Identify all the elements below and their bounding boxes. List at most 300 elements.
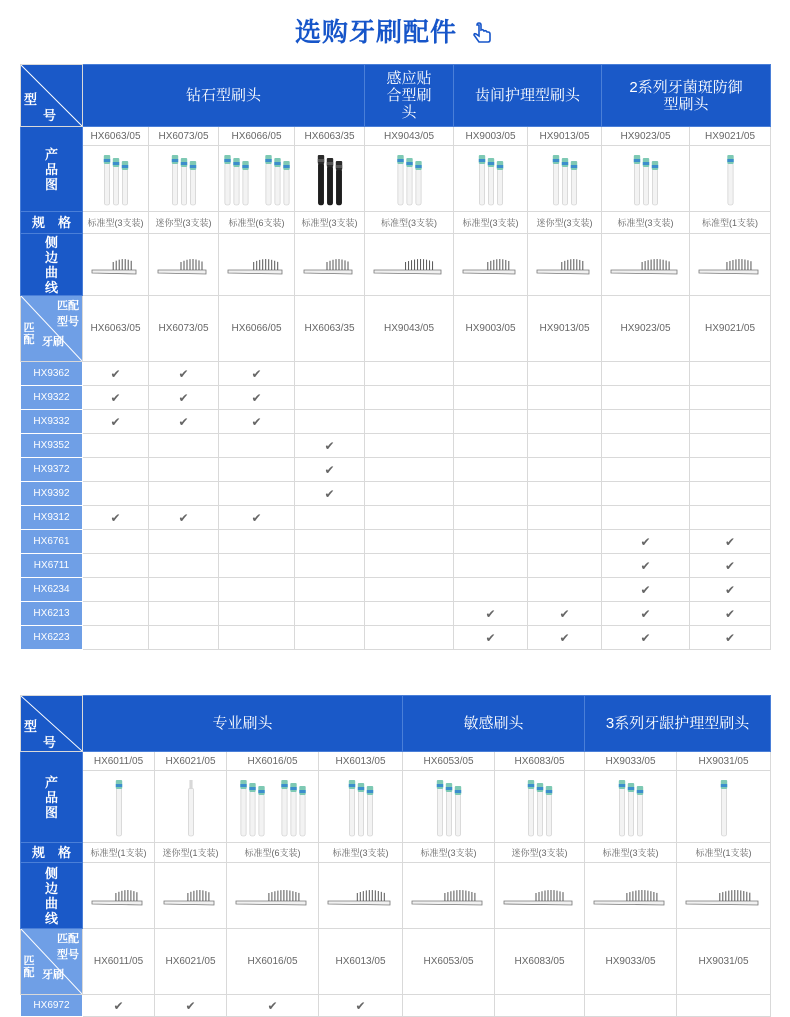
empty-cell [585, 995, 677, 1017]
brush-model: HX6711 [21, 554, 83, 578]
empty-cell [149, 530, 219, 554]
compat-row [21, 506, 771, 530]
spec-value: 标准型(1支装) [83, 843, 155, 863]
toothbrush-head-icon [499, 774, 581, 840]
match-model: HX9023/05 [602, 296, 690, 362]
spec-value: 标准型(3支装) [365, 212, 454, 234]
empty-cell [83, 530, 149, 554]
product-image-label-2: 产品图 [21, 752, 83, 843]
spec-value: 标准型(3支装) [403, 843, 495, 863]
empty-cell [295, 386, 365, 410]
match-row [21, 296, 771, 362]
empty-cell [365, 410, 454, 434]
match-row-2 [21, 929, 771, 995]
match-corner-2 [21, 929, 83, 995]
bristle-profile-icon [500, 881, 580, 911]
model-row-2 [21, 752, 771, 771]
brush-model: HX6213 [21, 602, 83, 626]
product-image [219, 146, 295, 212]
empty-cell [528, 458, 602, 482]
category-header: 专业刷头 [83, 696, 403, 752]
check-icon: ✔ [155, 995, 227, 1017]
compat-table-2 [20, 695, 771, 1017]
match-model: HX9013/05 [528, 296, 602, 362]
bristle-profile-icon [232, 881, 314, 911]
compat-row [21, 386, 771, 410]
empty-cell [83, 626, 149, 650]
side-curve-image [495, 863, 585, 929]
check-icon: ✔ [219, 362, 295, 386]
side-curve-image [319, 863, 403, 929]
empty-cell [365, 602, 454, 626]
empty-cell [83, 578, 149, 602]
empty-cell [528, 386, 602, 410]
check-icon: ✔ [83, 362, 149, 386]
empty-cell [454, 362, 528, 386]
model-number: HX6021/05 [155, 752, 227, 771]
model-number: HX6083/05 [495, 752, 585, 771]
product-image [83, 771, 155, 843]
spec-label: 规 格 [21, 212, 83, 234]
empty-cell [602, 506, 690, 530]
model-number: HX6011/05 [83, 752, 155, 771]
empty-cell [295, 626, 365, 650]
product-image [690, 146, 771, 212]
match-model-label: 型号 [57, 316, 79, 328]
brush-model: HX9322 [21, 386, 83, 410]
brush-model: HX9372 [21, 458, 83, 482]
corner-label-a: 型 [24, 719, 38, 734]
toothbrush-head-icon [694, 149, 767, 209]
model-number: HX9031/05 [677, 752, 771, 771]
bristle-profile-icon [88, 881, 150, 911]
match-model: HX6066/05 [219, 296, 295, 362]
compat-row [21, 434, 771, 458]
side-curve-label: 侧边曲线 [21, 234, 83, 296]
empty-cell [219, 554, 295, 578]
category-header: 2系列牙菌斑防御型刷头 [602, 65, 771, 127]
spec-value: 标准型(6支装) [219, 212, 295, 234]
corner-cell-2 [21, 696, 83, 752]
toothbrush-head-icon [153, 149, 215, 209]
empty-cell [83, 434, 149, 458]
empty-cell [365, 362, 454, 386]
match-model: HX9003/05 [454, 296, 528, 362]
empty-cell [295, 554, 365, 578]
compat-row [21, 410, 771, 434]
side-curve-image [602, 234, 690, 296]
empty-cell [295, 578, 365, 602]
brush-model: HX9312 [21, 506, 83, 530]
side-curve-image [83, 863, 155, 929]
spec-label-2: 规 格 [21, 843, 83, 863]
category-header: 感应贴合型刷头 [365, 65, 454, 127]
product-image [227, 771, 319, 843]
empty-cell [528, 410, 602, 434]
toothbrush-head-icon [606, 149, 686, 209]
brush-model: HX9332 [21, 410, 83, 434]
toothbrush-head-icon [589, 774, 673, 840]
check-icon: ✔ [295, 458, 365, 482]
empty-cell [295, 362, 365, 386]
empty-cell [295, 506, 365, 530]
empty-cell [528, 554, 602, 578]
empty-cell [690, 458, 771, 482]
compat-row [21, 530, 771, 554]
toothbrush-head-icon [87, 774, 151, 840]
empty-cell [365, 458, 454, 482]
empty-cell [528, 578, 602, 602]
bristle-profile-icon [459, 250, 523, 280]
empty-cell [365, 506, 454, 530]
brush-model: HX9362 [21, 362, 83, 386]
check-icon: ✔ [602, 602, 690, 626]
empty-cell [454, 410, 528, 434]
empty-cell [602, 410, 690, 434]
toothbrush-head-icon [299, 149, 361, 209]
model-number: HX6063/05 [83, 127, 149, 146]
side-curve-image [690, 234, 771, 296]
bristle-profile-icon [224, 250, 290, 280]
spec-value: 迷你型(3支装) [149, 212, 219, 234]
product-image [149, 146, 219, 212]
bristle-profile-icon [160, 881, 222, 911]
match-model: HX9021/05 [690, 296, 771, 362]
check-icon: ✔ [83, 506, 149, 530]
match-model: HX6011/05 [83, 929, 155, 995]
spec-value: 标准型(1支装) [690, 212, 771, 234]
empty-cell [690, 386, 771, 410]
product-image-label: 产品图 [21, 127, 83, 212]
empty-cell [690, 410, 771, 434]
product-image [83, 146, 149, 212]
compat-row [21, 362, 771, 386]
spec-value: 迷你型(3支装) [528, 212, 602, 234]
image-row [21, 146, 771, 212]
match-brush-label: 牙刷 [42, 969, 64, 981]
model-number: HX6063/35 [295, 127, 365, 146]
check-icon: ✔ [602, 578, 690, 602]
empty-cell [690, 482, 771, 506]
category-row [21, 65, 771, 127]
empty-cell [365, 626, 454, 650]
product-image [155, 771, 227, 843]
match-model: HX6083/05 [495, 929, 585, 995]
toothbrush-head-icon [159, 774, 223, 840]
toothbrush-head-icon [532, 149, 598, 209]
bristle-profile-icon [408, 881, 490, 911]
empty-cell [149, 626, 219, 650]
match-model: HX9033/05 [585, 929, 677, 995]
empty-cell [528, 482, 602, 506]
model-number: HX9013/05 [528, 127, 602, 146]
toothbrush-head-icon [87, 149, 145, 209]
product-image [528, 146, 602, 212]
empty-cell [528, 506, 602, 530]
empty-cell [365, 530, 454, 554]
empty-cell [454, 434, 528, 458]
empty-cell [365, 434, 454, 458]
page-title [0, 12, 790, 49]
spec-value: 迷你型(1支装) [155, 843, 227, 863]
check-icon: ✔ [690, 578, 771, 602]
match-model: HX6053/05 [403, 929, 495, 995]
spec-value: 迷你型(3支装) [495, 843, 585, 863]
image-row-2 [21, 771, 771, 843]
model-number: HX6016/05 [227, 752, 319, 771]
spec-value: 标准型(3支装) [295, 212, 365, 234]
check-icon: ✔ [690, 554, 771, 578]
product-image [403, 771, 495, 843]
empty-cell [219, 626, 295, 650]
bristle-profile-icon [682, 881, 766, 911]
side-curve-image [454, 234, 528, 296]
model-number: HX6053/05 [403, 752, 495, 771]
empty-cell [602, 482, 690, 506]
check-icon: ✔ [690, 530, 771, 554]
match-model: HX6013/05 [319, 929, 403, 995]
spec-row-2 [21, 843, 771, 863]
check-icon: ✔ [149, 506, 219, 530]
toothbrush-head-icon [369, 149, 450, 209]
category-header: 敏感刷头 [403, 696, 585, 752]
check-icon: ✔ [454, 602, 528, 626]
empty-cell [83, 458, 149, 482]
check-icon: ✔ [454, 626, 528, 650]
empty-cell [149, 482, 219, 506]
empty-cell [454, 458, 528, 482]
match-model: HX6063/35 [295, 296, 365, 362]
side-row-2 [21, 863, 771, 929]
product-image [585, 771, 677, 843]
brush-model: HX6761 [21, 530, 83, 554]
match-left-label: 匹配 [23, 322, 35, 346]
match-corner [21, 296, 83, 362]
match-top-label: 匹配 [57, 933, 79, 945]
compat-row [21, 482, 771, 506]
match-model: HX6016/05 [227, 929, 319, 995]
bristle-profile-icon [300, 250, 360, 280]
match-model: HX6063/05 [83, 296, 149, 362]
side-curve-image [585, 863, 677, 929]
check-icon: ✔ [690, 602, 771, 626]
empty-cell [219, 482, 295, 506]
toothbrush-head-icon [458, 149, 524, 209]
spec-value: 标准型(3支装) [454, 212, 528, 234]
toothbrush-head-icon [407, 774, 491, 840]
check-icon: ✔ [149, 362, 219, 386]
empty-cell [219, 578, 295, 602]
bristle-profile-icon [324, 881, 398, 911]
pointing-hand-icon [471, 22, 495, 46]
check-icon: ✔ [690, 626, 771, 650]
empty-cell [365, 482, 454, 506]
category-header: 齿间护理型刷头 [454, 65, 602, 127]
category-header: 3系列牙龈护理型刷头 [585, 696, 771, 752]
spec-value: 标准型(3支装) [83, 212, 149, 234]
toothbrush-head-icon [323, 774, 399, 840]
empty-cell [454, 482, 528, 506]
empty-cell [149, 602, 219, 626]
empty-cell [690, 434, 771, 458]
empty-cell [454, 578, 528, 602]
empty-cell [149, 554, 219, 578]
bristle-profile-icon [533, 250, 597, 280]
model-row [21, 127, 771, 146]
page-title-text: 选购牙刷配件 [294, 18, 457, 48]
empty-cell [219, 530, 295, 554]
side-curve-image [295, 234, 365, 296]
match-model-label: 型号 [57, 949, 79, 961]
check-icon: ✔ [528, 626, 602, 650]
brush-model: HX6223 [21, 626, 83, 650]
side-curve-image [219, 234, 295, 296]
spec-value: 标准型(3支装) [602, 212, 690, 234]
side-curve-image [403, 863, 495, 929]
empty-cell [454, 530, 528, 554]
empty-cell [295, 602, 365, 626]
corner-cell [21, 65, 83, 127]
product-image [365, 146, 454, 212]
compat-row [21, 458, 771, 482]
product-image [677, 771, 771, 843]
empty-cell [690, 506, 771, 530]
corner-label-b: 号 [43, 108, 57, 123]
brush-model: HX6972 [21, 995, 83, 1017]
product-image [319, 771, 403, 843]
side-row [21, 234, 771, 296]
empty-cell [528, 362, 602, 386]
empty-cell [83, 602, 149, 626]
bristle-profile-icon [695, 250, 766, 280]
empty-cell [149, 434, 219, 458]
model-number: HX9003/05 [454, 127, 528, 146]
compat-row [21, 578, 771, 602]
compat-row [21, 554, 771, 578]
match-left-label: 匹配 [23, 955, 35, 979]
toothbrush-head-icon [231, 774, 315, 840]
match-model: HX6073/05 [149, 296, 219, 362]
empty-cell [219, 434, 295, 458]
empty-cell [365, 578, 454, 602]
product-image [454, 146, 528, 212]
empty-cell [454, 386, 528, 410]
check-icon: ✔ [295, 434, 365, 458]
side-curve-image [155, 863, 227, 929]
model-number: HX9023/05 [602, 127, 690, 146]
bristle-profile-icon [607, 250, 685, 280]
check-icon: ✔ [149, 386, 219, 410]
side-curve-image [149, 234, 219, 296]
empty-cell [403, 995, 495, 1017]
bristle-profile-icon [88, 250, 144, 280]
check-icon: ✔ [149, 410, 219, 434]
empty-cell [149, 458, 219, 482]
check-icon: ✔ [83, 410, 149, 434]
spec-value: 标准型(1支装) [677, 843, 771, 863]
empty-cell [602, 434, 690, 458]
match-brush-label: 牙刷 [42, 336, 64, 348]
brush-model: HX6234 [21, 578, 83, 602]
empty-cell [454, 506, 528, 530]
spec-row [21, 212, 771, 234]
product-image [495, 771, 585, 843]
check-icon: ✔ [219, 506, 295, 530]
check-icon: ✔ [295, 482, 365, 506]
model-number: HX9021/05 [690, 127, 771, 146]
check-icon: ✔ [602, 530, 690, 554]
empty-cell [495, 995, 585, 1017]
brush-model: HX9352 [21, 434, 83, 458]
model-number: HX9033/05 [585, 752, 677, 771]
empty-cell [677, 995, 771, 1017]
check-icon: ✔ [83, 386, 149, 410]
empty-cell [219, 458, 295, 482]
match-model: HX9043/05 [365, 296, 454, 362]
product-image [602, 146, 690, 212]
corner-label-a: 型 [24, 92, 38, 107]
spec-value: 标准型(3支装) [319, 843, 403, 863]
bristle-profile-icon [590, 881, 672, 911]
empty-cell [602, 386, 690, 410]
match-top-label: 匹配 [57, 300, 79, 312]
category-row-2 [21, 696, 771, 752]
empty-cell [149, 578, 219, 602]
model-number: HX6013/05 [319, 752, 403, 771]
check-icon: ✔ [528, 602, 602, 626]
empty-cell [83, 554, 149, 578]
side-curve-image [677, 863, 771, 929]
check-icon: ✔ [602, 554, 690, 578]
match-model: HX6021/05 [155, 929, 227, 995]
empty-cell [602, 362, 690, 386]
check-icon: ✔ [83, 995, 155, 1017]
empty-cell [528, 434, 602, 458]
side-curve-image [528, 234, 602, 296]
compat-row [21, 995, 771, 1017]
check-icon: ✔ [219, 386, 295, 410]
product-image [295, 146, 365, 212]
side-curve-image [83, 234, 149, 296]
empty-cell [365, 386, 454, 410]
check-icon: ✔ [219, 410, 295, 434]
compat-row [21, 626, 771, 650]
spec-value: 标准型(3支装) [585, 843, 677, 863]
check-icon: ✔ [227, 995, 319, 1017]
empty-cell [295, 530, 365, 554]
model-number: HX6066/05 [219, 127, 295, 146]
bristle-profile-icon [370, 250, 449, 280]
match-model: HX9031/05 [677, 929, 771, 995]
toothbrush-head-icon [223, 149, 291, 209]
empty-cell [602, 458, 690, 482]
empty-cell [83, 482, 149, 506]
empty-cell [365, 554, 454, 578]
check-icon: ✔ [602, 626, 690, 650]
model-number: HX9043/05 [365, 127, 454, 146]
empty-cell [528, 530, 602, 554]
side-curve-image [365, 234, 454, 296]
model-number: HX6073/05 [149, 127, 219, 146]
bristle-profile-icon [154, 250, 214, 280]
side-curve-image [227, 863, 319, 929]
empty-cell [454, 554, 528, 578]
side-curve-label-2: 侧边曲线 [21, 863, 83, 929]
check-icon: ✔ [319, 995, 403, 1017]
empty-cell [295, 410, 365, 434]
category-header: 钻石型刷头 [83, 65, 365, 127]
compat-row [21, 602, 771, 626]
